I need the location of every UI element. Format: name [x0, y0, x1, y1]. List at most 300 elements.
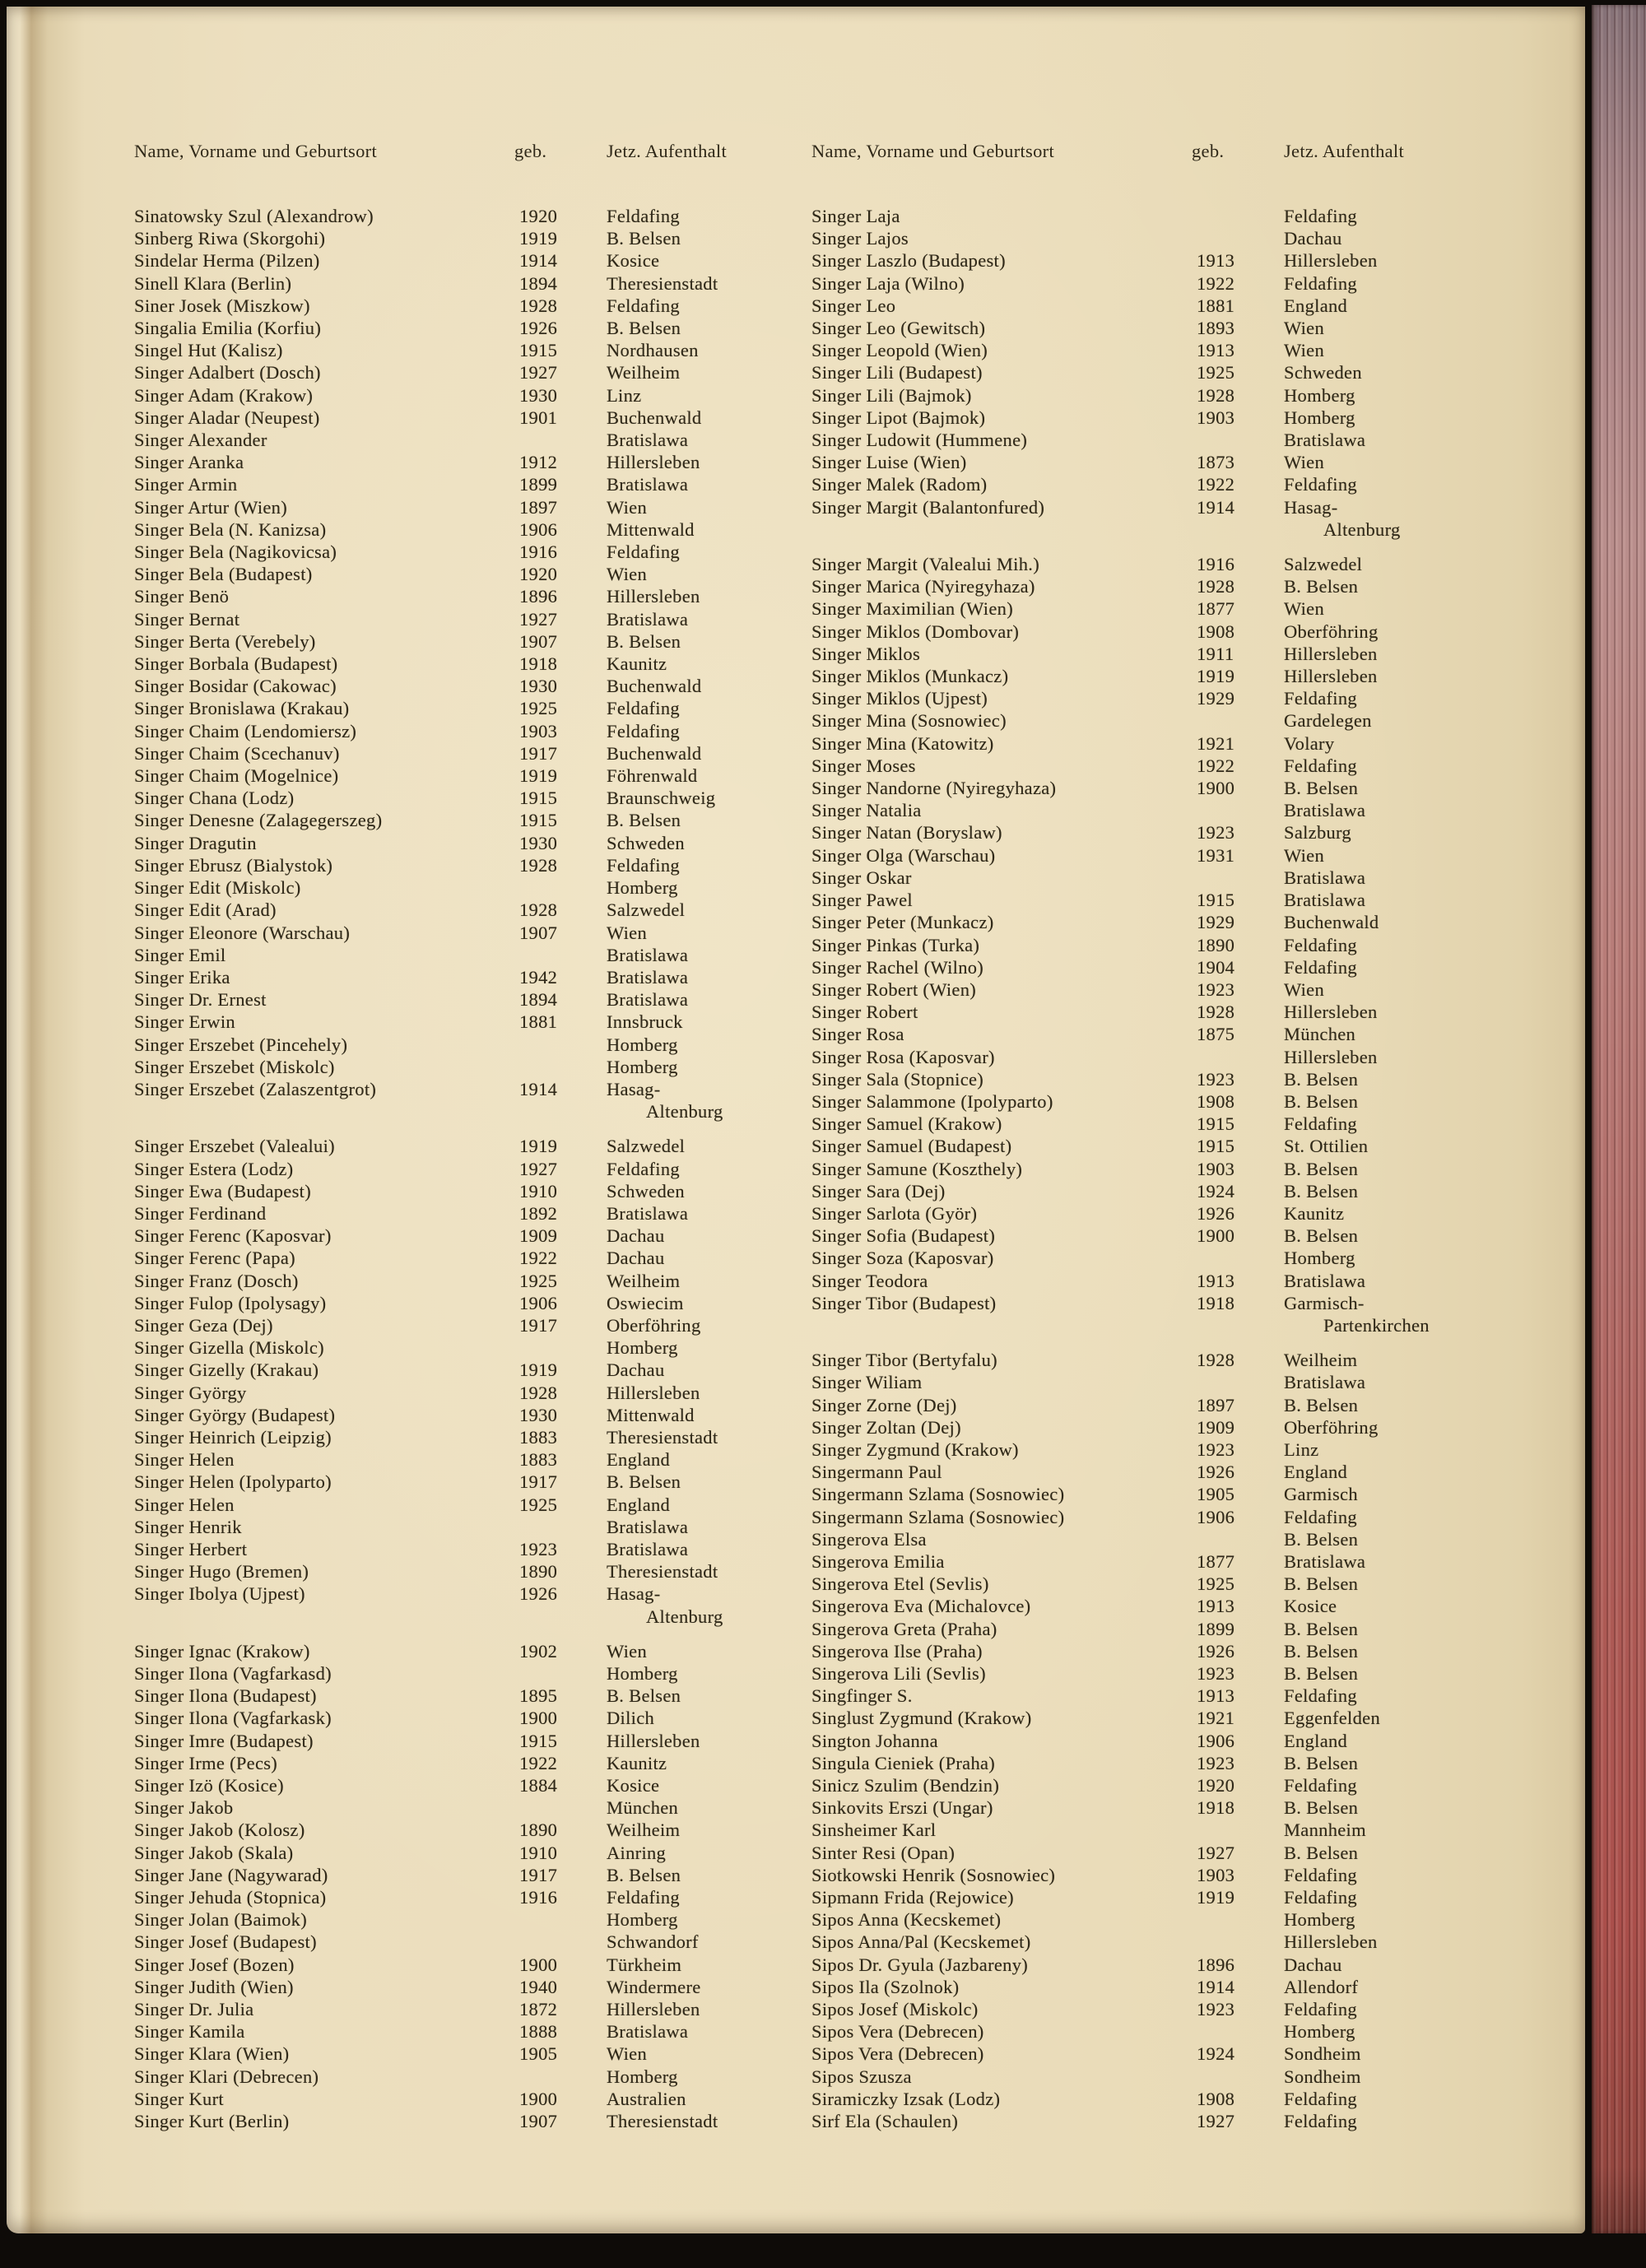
register-row — [811, 575, 1519, 597]
entry-name: Singer Salammone (Ipolyparto) — [811, 1090, 1053, 1112]
register-row — [811, 1796, 1519, 1819]
entry-location: Schweden — [607, 1180, 685, 1201]
register-row — [811, 339, 1519, 361]
entry-location: München — [1284, 1024, 1356, 1045]
register-row — [811, 934, 1519, 956]
entry-location: Volary — [1284, 732, 1335, 754]
entry-birthyear: 1926 — [1197, 1640, 1235, 1661]
entry-birthyear: 1907 — [519, 922, 558, 943]
register-row — [811, 1270, 1519, 1292]
entry-name: Singer Natan (Boryslaw) — [811, 822, 1002, 844]
entry-name: Sirf Ela (Schaulen) — [811, 2111, 959, 2132]
entry-birthyear: 1940 — [519, 1976, 558, 1997]
register-row — [134, 1158, 842, 1180]
entry-name: Singer Klari (Debrecen) — [134, 2066, 319, 2087]
entry-name: Singula Cieniek (Praha) — [811, 1752, 996, 1773]
register-row — [134, 653, 842, 675]
entry-birthyear: 1915 — [519, 340, 558, 361]
register-row — [811, 1730, 1519, 1752]
entry-birthyear: 1917 — [519, 742, 558, 764]
entry-name: Singer Zoltan (Dej) — [811, 1416, 961, 1438]
entry-location: B. Belsen — [607, 1685, 681, 1707]
entry-location: Dachau — [1284, 1954, 1342, 1975]
register-row — [134, 675, 842, 697]
entry-name: Singer Kamila — [134, 2021, 245, 2043]
register-row — [134, 473, 842, 495]
entry-location: Weilheim — [607, 362, 681, 383]
register-row — [134, 1864, 842, 1886]
entry-name: Singerova Eva (Michalovce) — [811, 1596, 1031, 1617]
entry-birthyear: 1884 — [519, 1775, 558, 1796]
entry-birthyear: 1906 — [1197, 1506, 1235, 1527]
entry-name: Singer Olga (Warschau) — [811, 844, 996, 866]
entry-location: B. Belsen — [607, 228, 681, 249]
entry-location: Buchenwald — [607, 742, 702, 764]
entry-birthyear: 1914 — [1197, 496, 1235, 518]
register-row — [134, 1202, 842, 1225]
register-row — [811, 956, 1519, 978]
register-row — [134, 1685, 842, 1707]
entry-birthyear: 1917 — [519, 1314, 558, 1336]
entry-birthyear: 1910 — [519, 1842, 558, 1863]
entry-name: Singer Jakob — [134, 1797, 234, 1819]
entry-name: Singer Robert — [811, 1002, 918, 1023]
entry-location: Bratislawa — [607, 944, 689, 965]
entry-location: Homberg — [1284, 384, 1355, 406]
entry-location: England — [1284, 295, 1348, 316]
entry-name: Singermann Paul — [811, 1462, 942, 1483]
register-row — [134, 295, 842, 317]
register-row — [134, 1314, 842, 1336]
entry-location: Bratislawa — [1284, 800, 1366, 821]
entry-location: Kaunitz — [1284, 1202, 1345, 1224]
entry-birthyear: 1915 — [1197, 1136, 1235, 1157]
entry-name: Singer Dragutin — [134, 832, 257, 853]
entry-birthyear: 1919 — [519, 1136, 558, 1157]
register-row — [811, 205, 1519, 227]
entry-birthyear: 1922 — [1197, 474, 1235, 495]
entry-name: Singer Izö (Kosice) — [134, 1775, 284, 1796]
entry-location: B. Belsen — [1284, 1618, 1359, 1639]
register-row — [134, 2043, 842, 2065]
entry-location: B. Belsen — [607, 810, 681, 831]
entry-birthyear: 1922 — [1197, 755, 1235, 776]
entry-location: Wien — [607, 922, 648, 943]
register-row — [811, 429, 1519, 451]
entry-birthyear: 1926 — [1197, 1462, 1235, 1483]
register-row — [134, 697, 842, 719]
entry-location: B. Belsen — [1284, 1090, 1359, 1112]
entry-location: St. Ottilien — [1284, 1136, 1369, 1157]
register-row — [811, 844, 1519, 867]
entry-name: Singer Miklos (Ujpest) — [811, 688, 988, 709]
register-row — [134, 541, 842, 563]
entry-name: Singer Malek (Radom) — [811, 474, 988, 495]
entry-location: Feldafing — [607, 720, 680, 741]
entry-name: Singer Ignac (Krakow) — [134, 1640, 310, 1661]
entry-location: Kosice — [1284, 1596, 1337, 1617]
entry-name: Singer Lajos — [811, 228, 909, 249]
register-row — [134, 854, 842, 876]
entry-name: Singer Josef (Bozen) — [134, 1954, 295, 1975]
entry-name: Singer Rosa (Kaposvar) — [811, 1046, 995, 1067]
register-row — [134, 1707, 842, 1729]
entry-name: Singer Lili (Budapest) — [811, 362, 983, 383]
entry-birthyear: 1901 — [519, 407, 558, 428]
register-row — [134, 1471, 842, 1493]
entry-birthyear: 1892 — [519, 1202, 558, 1224]
entry-location: Feldafing — [1284, 2088, 1357, 2109]
entry-name: Singer Chaim (Lendomiersz) — [134, 720, 357, 741]
entry-location: Linz — [1284, 1438, 1319, 1460]
entry-name: Singer Leo — [811, 295, 896, 316]
entry-name: Sindelar Herma (Pilzen) — [134, 250, 320, 272]
register-row — [811, 777, 1519, 799]
entry-birthyear: 1924 — [1197, 1180, 1235, 1201]
entry-birthyear: 1917 — [519, 1471, 558, 1493]
register-row — [811, 665, 1519, 687]
register-row — [134, 1180, 842, 1202]
entry-location: England — [607, 1449, 671, 1471]
entry-birthyear: 1896 — [519, 586, 558, 607]
entry-location: Feldafing — [1284, 1506, 1357, 1527]
register-row — [811, 2020, 1519, 2043]
entry-name: Singer Geza (Dej) — [134, 1314, 273, 1336]
register-row — [134, 1998, 842, 2020]
register-row — [811, 2088, 1519, 2110]
entry-birthyear: 1923 — [1197, 1068, 1235, 1090]
entry-birthyear: 1921 — [1197, 1708, 1235, 1729]
register-row — [134, 563, 842, 585]
register-row — [811, 1573, 1519, 1595]
register-row — [134, 1954, 842, 1976]
entry-location: Hillersleben — [607, 1730, 700, 1751]
entry-location: Feldafing — [607, 698, 680, 719]
entry-name: Singer Dr. Ernest — [134, 989, 267, 1011]
entry-name: Singer Herbert — [134, 1538, 248, 1559]
entry-name: Singer Laja — [811, 206, 900, 226]
entry-birthyear: 1930 — [519, 384, 558, 406]
entry-location-continued: Partenkirchen — [1323, 1314, 1430, 1336]
entry-location: England — [1284, 1730, 1348, 1751]
entry-location: Kaunitz — [607, 1752, 667, 1773]
entry-birthyear: 1927 — [519, 1158, 558, 1179]
entry-location: Australien — [607, 2088, 686, 2109]
register-row — [811, 821, 1519, 844]
entry-location: Salzburg — [1284, 822, 1351, 844]
entry-name: Sipmann Frida (Rejowice) — [811, 1887, 1014, 1908]
entry-birthyear: 1919 — [1197, 666, 1235, 687]
register-row — [811, 1774, 1519, 1796]
entry-location: Innsbruck — [607, 1011, 683, 1033]
entry-location: Salzwedel — [607, 899, 686, 921]
entry-location-continued: Altenburg — [646, 1606, 723, 1627]
entry-name: Sington Johanna — [811, 1730, 938, 1751]
register-row — [134, 1662, 842, 1685]
column-header-right — [811, 140, 1519, 162]
entry-birthyear: 1903 — [1197, 1864, 1235, 1885]
entry-location: Homberg — [607, 1663, 678, 1684]
entry-name: Singer Dr. Julia — [134, 1999, 254, 2020]
entry-name: Singer Ferenc (Papa) — [134, 1248, 295, 1269]
entry-location: Feldafing — [607, 295, 680, 316]
entry-name: Singer Jane (Nagywarad) — [134, 1864, 328, 1885]
entry-name: Singer Jolan (Baimok) — [134, 1909, 308, 1931]
register-row — [134, 1908, 842, 1931]
entry-birthyear: 1923 — [519, 1538, 558, 1559]
entry-birthyear: 1925 — [519, 1270, 558, 1291]
entry-name: Singer Pawel — [811, 890, 913, 911]
entry-birthyear: 1894 — [519, 989, 558, 1011]
entry-location: Wien — [607, 1640, 648, 1661]
entry-birthyear: 1926 — [519, 318, 558, 339]
entry-name: Singer Miklos (Dombovar) — [811, 620, 1020, 642]
register-row — [134, 1796, 842, 1819]
register-row — [134, 518, 842, 541]
entry-birthyear: 1915 — [519, 1730, 558, 1751]
entry-location: Feldafing — [1284, 1685, 1357, 1707]
entry-name: Singer Laja (Wilno) — [811, 272, 965, 294]
register-row — [811, 1394, 1519, 1416]
entry-birthyear: 1923 — [1197, 822, 1235, 844]
entry-name: Singer Margit (Balantonfured) — [811, 496, 1045, 518]
register-row — [811, 272, 1519, 295]
entry-location: B. Belsen — [1284, 1842, 1359, 1863]
entry-name: Singer Heinrich (Leipzig) — [134, 1426, 332, 1448]
entry-birthyear: 1890 — [1197, 934, 1235, 955]
entry-birthyear: 1905 — [1197, 1484, 1235, 1505]
entry-name: Sipos Ila (Szolnok) — [811, 1976, 960, 1997]
entry-birthyear: 1915 — [1197, 1113, 1235, 1135]
entry-name: Singer Margit (Valealui Mih.) — [811, 554, 1039, 575]
register-row — [811, 407, 1519, 429]
entry-birthyear: 1927 — [519, 362, 558, 383]
entry-location: Hillersleben — [1284, 250, 1378, 272]
entry-name: Sinicz Szulim (Bendzin) — [811, 1775, 1000, 1796]
entry-birthyear: 1930 — [519, 676, 558, 697]
entry-location: Feldafing — [607, 206, 680, 226]
entry-birthyear: 1900 — [519, 1954, 558, 1975]
entry-location: Feldafing — [1284, 1775, 1357, 1796]
entry-name: Singer Helen — [134, 1449, 235, 1471]
register-row — [811, 911, 1519, 933]
register-row — [134, 249, 842, 272]
entry-location: Schweden — [1284, 362, 1362, 383]
register-row — [134, 1516, 842, 1538]
register-row — [811, 978, 1519, 1001]
entry-birthyear: 1917 — [519, 1864, 558, 1885]
register-row — [134, 1842, 842, 1864]
register-row — [134, 1582, 842, 1627]
register-row — [134, 2066, 842, 2088]
register-row — [811, 361, 1519, 383]
entry-name: Singer Ilona (Vagfarkasd) — [134, 1663, 332, 1684]
entry-location: Bratislawa — [1284, 1270, 1366, 1291]
entry-name: Siotkowski Henrik (Sosnowiec) — [811, 1864, 1056, 1885]
entry-location: Feldafing — [607, 541, 680, 563]
entry-birthyear: 1929 — [1197, 688, 1235, 709]
register-row — [811, 1752, 1519, 1774]
entry-birthyear: 1922 — [519, 1752, 558, 1773]
entry-location: Föhrenwald — [607, 765, 698, 787]
register-row — [811, 249, 1519, 272]
entry-name: Singer Benö — [134, 586, 230, 607]
register-row — [134, 1225, 842, 1247]
register-row — [811, 1864, 1519, 1886]
entry-location: B. Belsen — [1284, 1752, 1359, 1773]
entry-location: Theresienstadt — [607, 1426, 718, 1448]
entry-location: Oberföhring — [607, 1314, 701, 1336]
entry-birthyear: 1915 — [519, 810, 558, 831]
entry-birthyear: 1899 — [1197, 1618, 1235, 1639]
entry-name: Singer Leo (Gewitsch) — [811, 318, 986, 339]
entry-name: Singer György — [134, 1382, 247, 1403]
register-row — [134, 361, 842, 383]
entry-name: Singer Ilona (Budapest) — [134, 1685, 317, 1707]
entry-birthyear: 1912 — [519, 452, 558, 473]
register-row — [134, 1774, 842, 1796]
entry-location: Kosice — [607, 250, 660, 272]
entry-birthyear: 1893 — [1197, 318, 1235, 339]
entry-location: Hasag- — [1284, 496, 1338, 518]
entry-name: Singfinger S. — [811, 1685, 913, 1707]
entry-location: Feldafing — [1284, 956, 1357, 978]
entry-name: Sipos Josef (Miskolc) — [811, 1999, 979, 2020]
entry-name: Singer Bosidar (Cakowac) — [134, 676, 337, 697]
entry-location: Homberg — [607, 1056, 678, 1077]
register-row — [134, 608, 842, 630]
entry-name: Singer Chana (Lodz) — [134, 788, 295, 809]
entry-name: Sinatowsky Szul (Alexandrow) — [134, 206, 374, 226]
entry-birthyear: 1913 — [1197, 1596, 1235, 1617]
entry-location-continued: Altenburg — [1323, 518, 1401, 540]
register-row — [134, 496, 842, 518]
entry-location: Feldafing — [1284, 688, 1357, 709]
register-row — [811, 1506, 1519, 1528]
entry-name: Singerova Emilia — [811, 1550, 945, 1572]
entries-left — [134, 205, 842, 2132]
entry-birthyear: 1930 — [519, 832, 558, 853]
entry-name: Sipos Anna (Kecskemet) — [811, 1909, 1002, 1931]
entry-location: Bratislawa — [1284, 430, 1366, 451]
entry-location: Feldafing — [607, 1158, 680, 1179]
entry-name: Singer Ilona (Vagfarkask) — [134, 1708, 332, 1729]
register-row — [134, 1056, 842, 1078]
entry-location: Theresienstadt — [607, 272, 718, 294]
entry-name: Singer Samuel (Krakow) — [811, 1113, 1002, 1135]
entry-name: Singer Bela (Budapest) — [134, 564, 313, 585]
entry-name: Singer Judith (Wien) — [134, 1976, 294, 1997]
entry-name: Singer Samuel (Budapest) — [811, 1136, 1012, 1157]
entry-name: Singer Josef (Budapest) — [134, 1931, 317, 1953]
header-residence-label: Jetz. Aufenthalt — [1284, 141, 1405, 161]
entry-name: Singer Aranka — [134, 452, 244, 473]
entry-birthyear: 1903 — [1197, 407, 1235, 428]
register-row — [811, 1135, 1519, 1157]
entry-location-continued: Altenburg — [646, 1101, 723, 1122]
entry-birthyear: 1923 — [1197, 1438, 1235, 1460]
register-row — [134, 876, 842, 899]
entry-location: Wien — [1284, 452, 1325, 473]
register-row — [134, 922, 842, 944]
entry-location: Feldafing — [607, 854, 680, 876]
entry-location: Bratislawa — [607, 1202, 689, 1224]
entry-name: Singer Jakob (Skala) — [134, 1842, 294, 1863]
entry-name: Singer Hugo (Bremen) — [134, 1561, 309, 1582]
entry-location: B. Belsen — [1284, 1225, 1359, 1247]
entry-birthyear: 1913 — [1197, 250, 1235, 272]
entry-name: Singer Moses — [811, 755, 916, 776]
entry-birthyear: 1931 — [1197, 844, 1235, 866]
entry-name: Singer Jakob (Kolosz) — [134, 1820, 305, 1841]
entry-name: Singer Soza (Kaposvar) — [811, 1248, 994, 1269]
register-row — [134, 1078, 842, 1122]
entry-name: Singer Sara (Dej) — [811, 1180, 946, 1201]
entry-birthyear: 1925 — [1197, 362, 1235, 383]
entry-location: B. Belsen — [1284, 1180, 1359, 1201]
entry-birthyear: 1907 — [519, 630, 558, 652]
entry-location: Wien — [607, 564, 648, 585]
register-row — [134, 1886, 842, 1908]
entry-birthyear: 1919 — [519, 765, 558, 787]
entry-name: Sipos Anna/Pal (Kecskemet) — [811, 1931, 1031, 1953]
register-row — [811, 1438, 1519, 1461]
register-row — [134, 966, 842, 988]
entry-location: Dilich — [607, 1708, 655, 1729]
entry-location: Feldafing — [1284, 1887, 1357, 1908]
entry-name: Singer Miklos (Munkacz) — [811, 666, 1009, 687]
entry-birthyear: 1903 — [1197, 1158, 1235, 1179]
entry-name: Singer Sarlota (Györ) — [811, 1202, 978, 1224]
register-row — [811, 451, 1519, 473]
entry-location: Sondheim — [1284, 2066, 1361, 2087]
entry-location: B. Belsen — [1284, 1797, 1359, 1819]
entry-birthyear: 1928 — [519, 1382, 558, 1403]
register-column-right — [811, 140, 1519, 2132]
entry-location: Homberg — [607, 1034, 678, 1055]
entry-name: Singer Denesne (Zalagegerszeg) — [134, 810, 383, 831]
entry-location: Feldafing — [1284, 1113, 1357, 1135]
register-row — [811, 1068, 1519, 1090]
register-row — [811, 317, 1519, 339]
entry-name: Singer Leopold (Wien) — [811, 340, 988, 361]
register-row — [811, 799, 1519, 821]
register-row — [811, 1046, 1519, 1068]
entry-name: Singer Erszebet (Valealui) — [134, 1136, 335, 1157]
entry-birthyear: 1914 — [519, 1078, 558, 1099]
register-row — [811, 889, 1519, 911]
entry-name: Sipos Szusza — [811, 2066, 912, 2087]
register-row — [134, 630, 842, 653]
header-name-label: Name, Vorname und Geburtsort — [811, 141, 1055, 161]
entry-location: Hillersleben — [1284, 1931, 1378, 1953]
entry-location: Salzwedel — [607, 1136, 686, 1157]
entry-location: Türkheim — [607, 1954, 682, 1975]
entry-birthyear: 1875 — [1197, 1024, 1235, 1045]
entry-name: Singermann Szlama (Sosnowiec) — [811, 1506, 1065, 1527]
entry-birthyear: 1927 — [1197, 2111, 1235, 2132]
entry-location: Homberg — [1284, 1909, 1355, 1931]
register-row — [811, 1908, 1519, 1931]
register-row — [811, 755, 1519, 777]
entry-birthyear: 1928 — [1197, 576, 1235, 597]
entry-location: Hillersleben — [1284, 1002, 1378, 1023]
register-row — [811, 1371, 1519, 1393]
entry-birthyear: 1900 — [519, 1708, 558, 1729]
entry-location: Sondheim — [1284, 2043, 1361, 2065]
entry-name: Singer Zorne (Dej) — [811, 1394, 957, 1415]
entry-birthyear: 1915 — [519, 788, 558, 809]
